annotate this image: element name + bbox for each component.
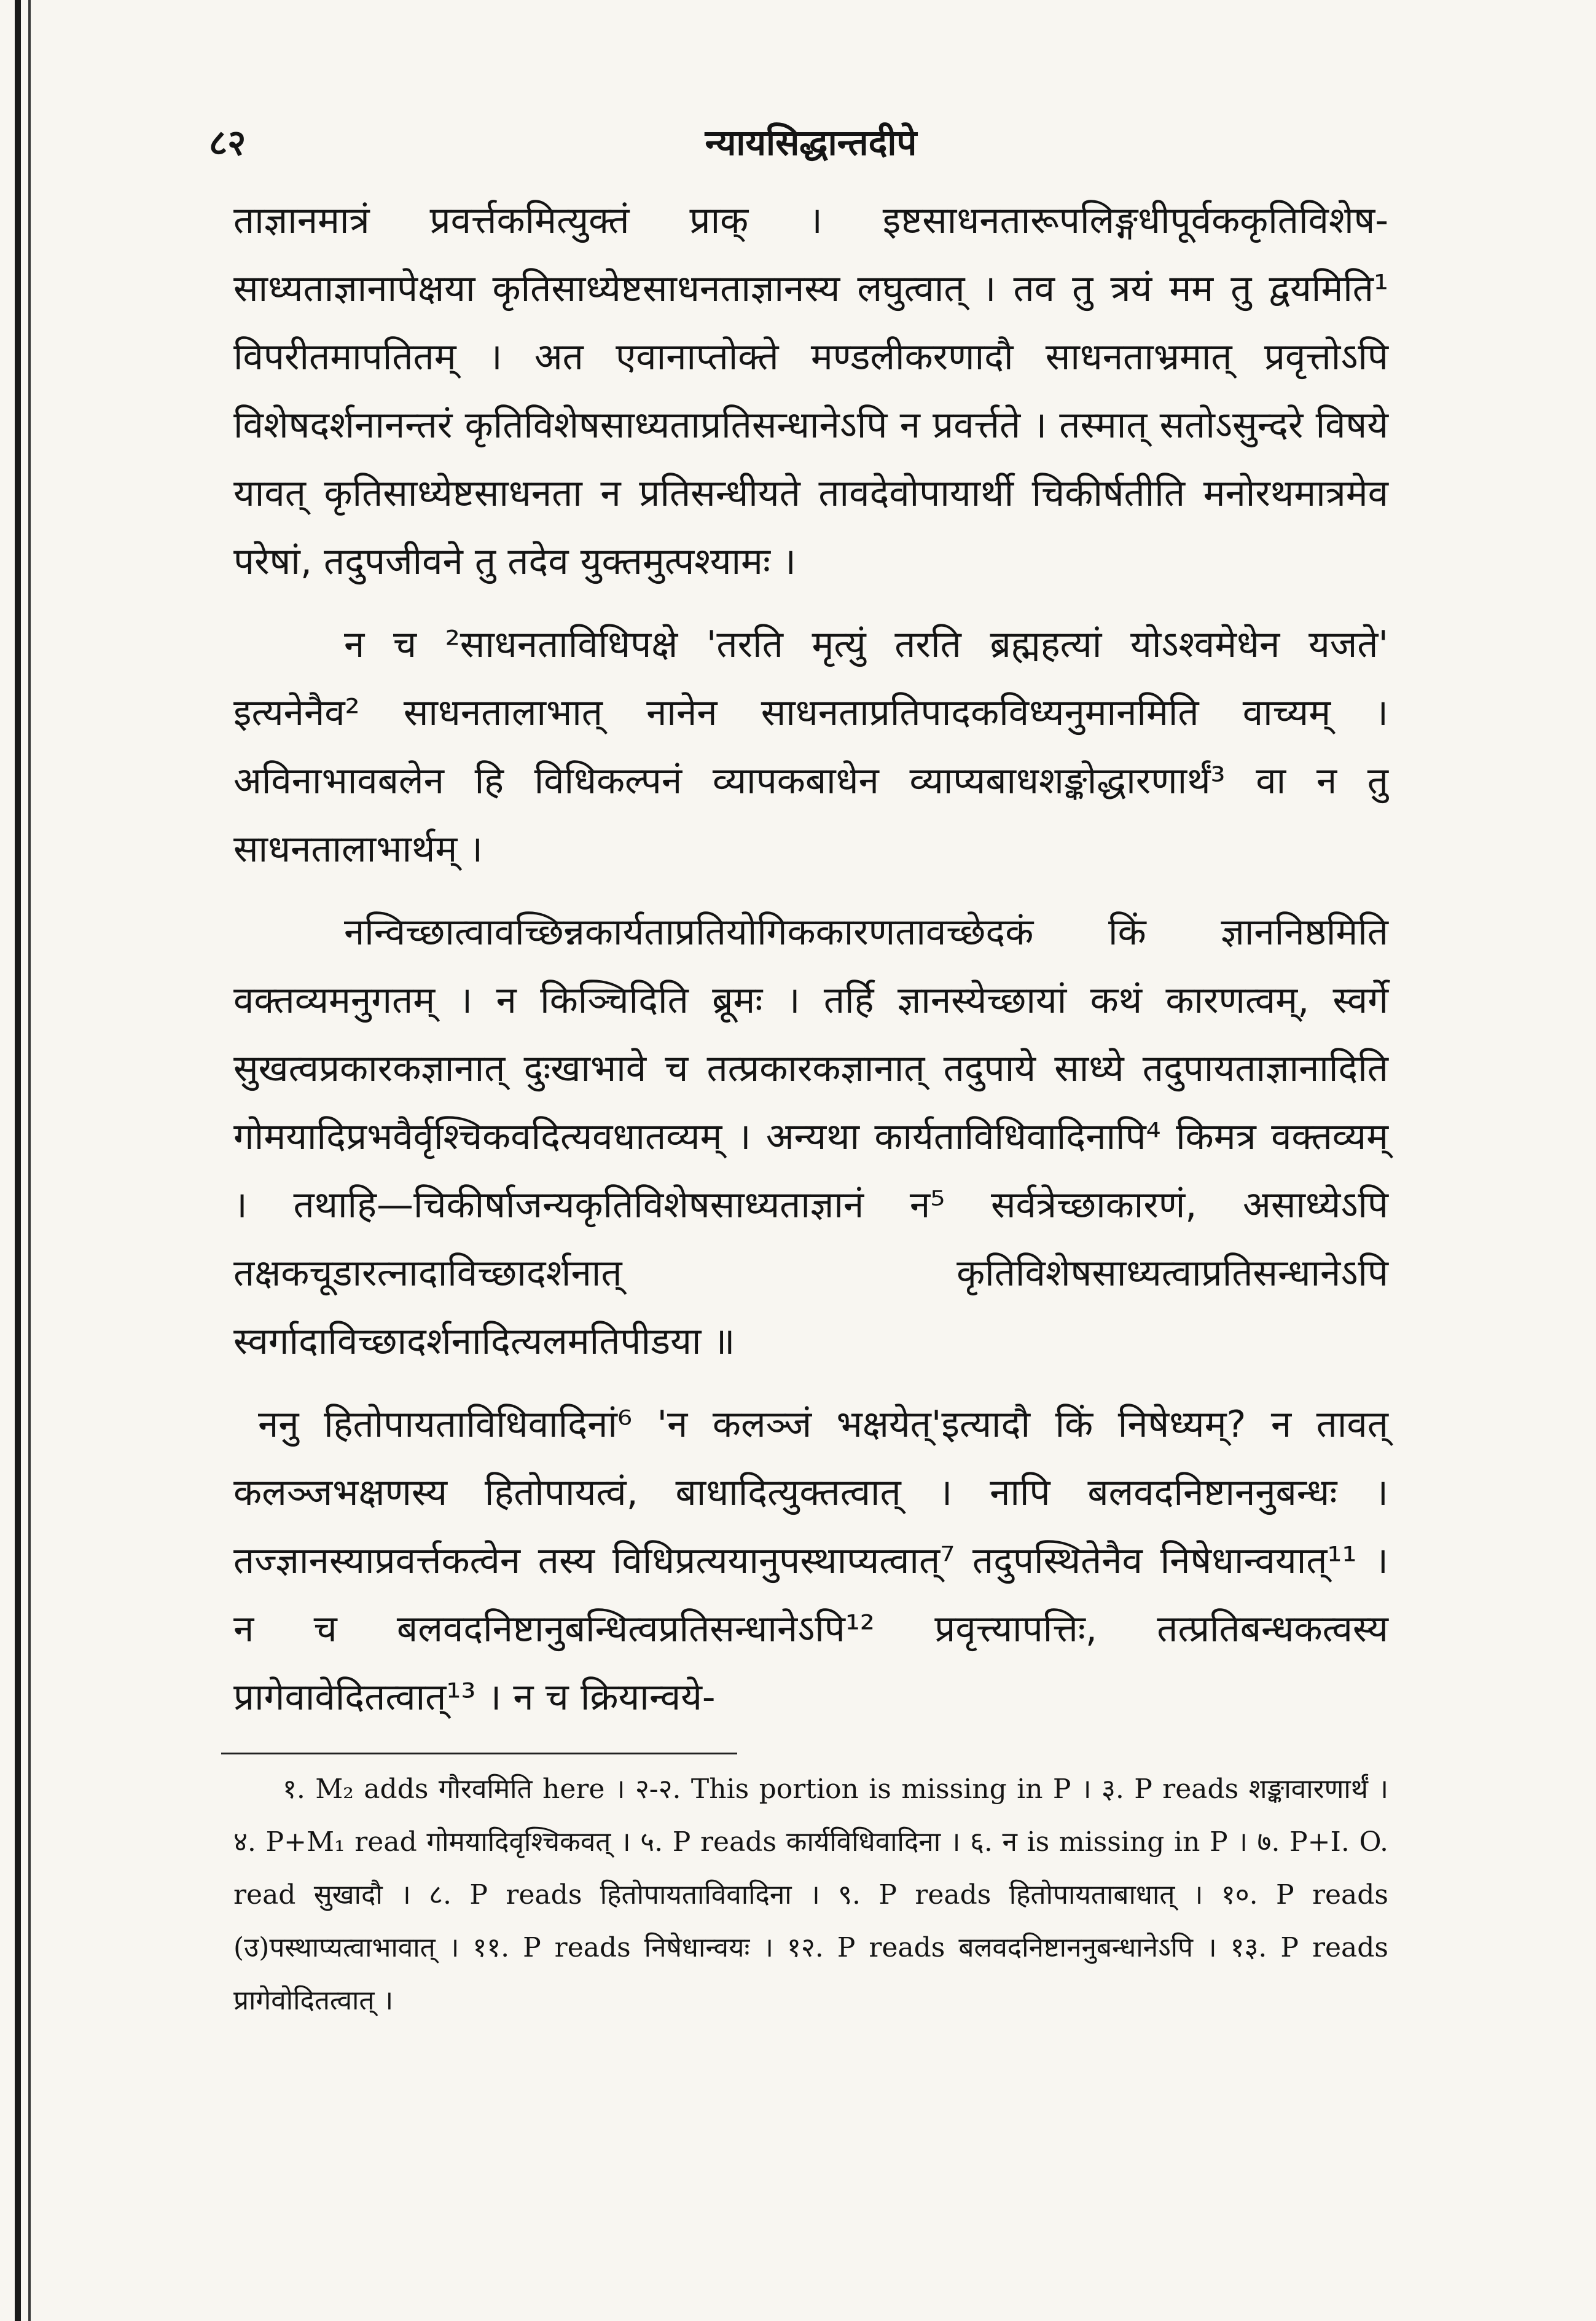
page-number: ८२	[209, 122, 246, 163]
page	[209, 117, 1388, 2027]
paragraph-2: न च ²साधनताविधिपक्षे 'तरति मृत्युं तरति ब्रह्महत्यां योऽश्वमेधेन यजते' इत्यनेनैव² साधनतालाभात् नानेन साधनताप्रतिपादकविध्यनुमानमिति वाच्यम् । अविनाभावबलेन हि विधिकल्पनं व्यापकबाधेन व्याप्यबाधशङ्कोद्धारणार्थं³ वा न तु साधनतालाभार्थम् ।	[233, 623, 1388, 871]
paragraph-1: ताज्ञानमात्रं प्रवर्त्तकमित्युक्तं प्राक् । इष्टसाधनतारूपलिङ्गधीपूर्वककृतिविशेष-साध्यताज्ञानापेक्षया कृतिसाध्येष्टसाधनताज्ञानस्य लघुत्वात् । तव तु त्रयं मम तु द्वयमिति¹ विपरीतमापतितम् । अत एवानाप्तोक्ते मण्डलीकरणादौ साधनताभ्रमात् प्रवृत्तोऽपि विशेषदर्शनानन्तरं कृतिविशेषसाध्यताप्रतिसन्धानेऽपि न प्रवर्त्तते । तस्मात् सतोऽसुन्दरे विषये यावत् कृतिसाध्येष्टसाधनता न प्रतिसन्धीयते तावदेवोपायार्थी चिकीर्षतीति मनोरथमात्रमेव परेषां, तदुपजीवने तु तदेव युक्तमुत्पश्यामः ।	[233, 199, 1388, 583]
running-head	[209, 117, 1388, 172]
binding-edge-inner	[28, 0, 31, 2321]
paragraph-3: नन्विच्छात्वावच्छिन्नकार्यताप्रतियोगिककारणतावच्छेदकं किं ज्ञाननिष्ठमिति वक्तव्यमनुगतम् । न किञ्चिदिति ब्रूमः । तर्हि ज्ञानस्येच्छायां कथं कारणत्वम्, स्वर्गे सुखत्वप्रकारकज्ञानात् दुःखाभावे च तत्प्रकारकज्ञानात् तदुपाये साध्ये तदुपायताज्ञानादिति गोमयादिप्रभवैर्वृश्चिकवदित्यवधातव्यम् । अन्यथा कार्यताविधिवादिनापि⁴ किमत्र वक्तव्यम् । तथाहि—चिकीर्षाजन्यकृतिविशेषसाध्यताज्ञानं न⁵ सर्वत्रेच्छाकारणं, असाध्येऽपि तक्षकचूडारत्नादाविच्छादर्शनात् कृतिविशेषसाध्यत्वाप्रतिसन्धानेऽपि स्वर्गादाविच्छादर्शनादित्यलमतिपीडया ॥	[233, 911, 1388, 1363]
binding-edge	[15, 0, 21, 2321]
footnotes: १. M₂ adds गौरवमिति here । २-२. This portion is missing in P । ३. P reads शङ्कावारणार्थं । ४. P+M₁ read गोमयादिवृश्चिकवत् । ५. P reads कार्यविधिवादिना । ६. न is missing in P । ७. P+I. O. read सुखादौ । ८. P reads हितोपायताविवादिना । ९. P reads हितोपायताबाधात् । १०. P reads (उ)पस्थाप्यत्वाभावात् । ११. P reads निषेधान्वयः । १२. P reads बलवदनिष्टाननुबन्धानेऽपि । १३. P reads प्रागेवोदितत्वात् ।	[233, 1773, 1388, 2016]
header-title: न्यायसिद्धान्तदीपे	[705, 122, 917, 163]
footnote-rule	[221, 1753, 737, 1754]
paragraph-4: ननु हितोपायताविधिवादिनां⁶ 'न कलञ्जं भक्षयेत्'इत्यादौ किं निषेध्यम्? न तावत् कलञ्जभक्षणस्य हितोपायत्वं, बाधादित्युक्तत्वात् । नापि बलवदनिष्टाननुबन्धः । तज्ज्ञानस्याप्रवर्त्तकत्वेन तस्य विधिप्रत्ययानुपस्थाप्यत्वात्⁷ तदुपस्थितेनैव निषेधान्वयात्¹¹ । न च बलवदनिष्टानुबन्धित्वप्रतिसन्धानेऽपि¹² प्रवृत्त्यापत्तिः, तत्प्रतिबन्धकत्वस्य प्रागेवावेदितत्वात्¹³ । न च क्रियान्वये-	[233, 1403, 1388, 1719]
